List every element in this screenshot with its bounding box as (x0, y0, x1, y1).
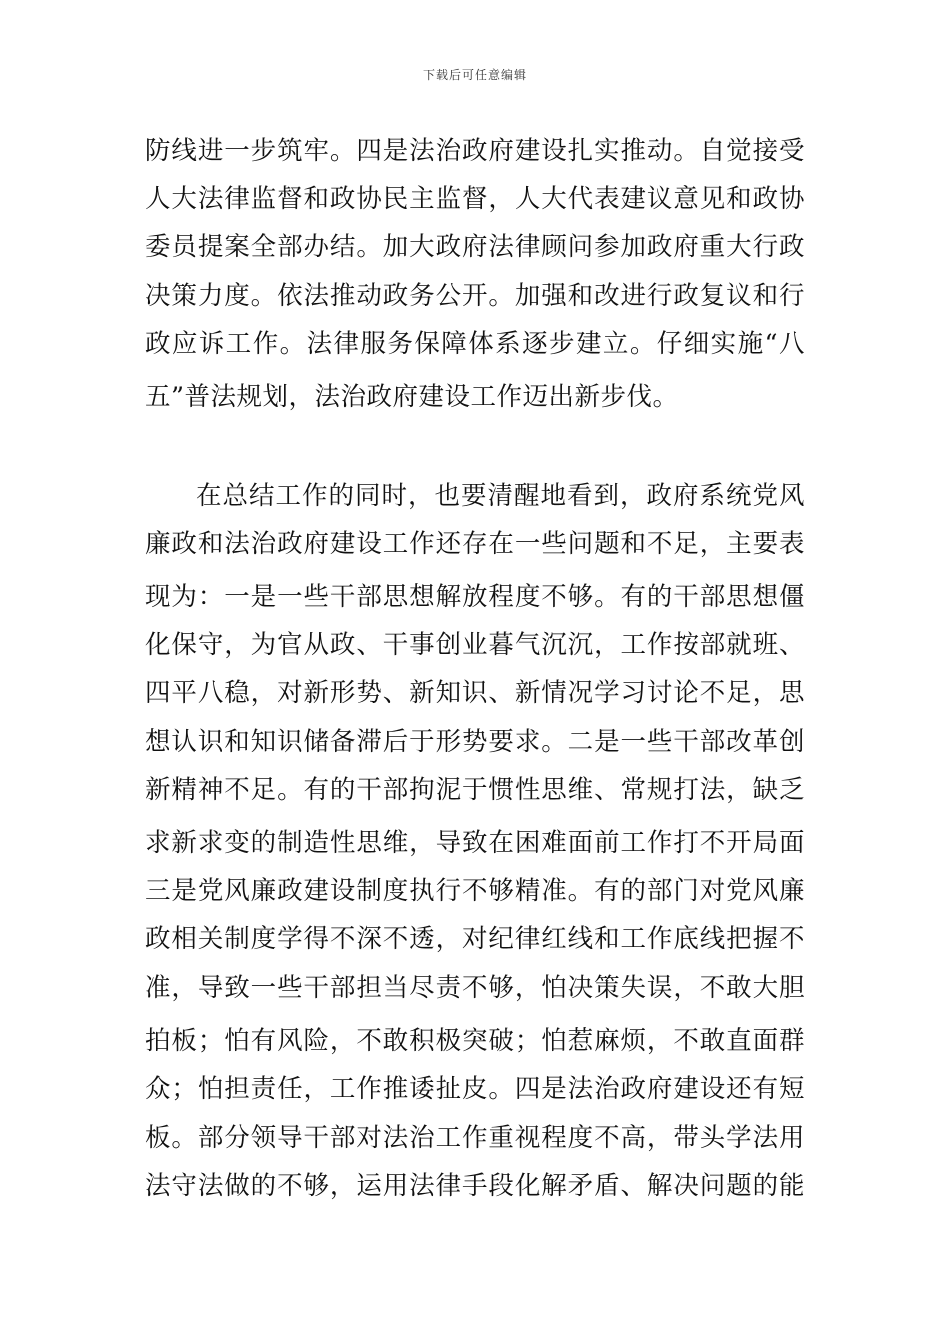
paragraph-line: 在总结工作的同时，也要清醒地看到，政府系统党风 (196, 481, 805, 511)
paragraph-line: 政相关制度学得不深不透，对纪律红线和工作底线把握不 (145, 924, 805, 954)
paragraph-line: 想认识和知识储备滞后于形势要求。二是一些干部改革创 (145, 727, 805, 757)
paragraph-line: 求新求变的制造性思维，导致在困难面前工作打不开局面 (145, 828, 805, 858)
page-header: 下载后可任意编辑 (422, 68, 527, 82)
paragraph-line: 人大法律监督和政协民主监督，人大代表建议意见和政协 (145, 184, 805, 214)
paragraph-line: 决策力度。依法推动政务公开。加强和改进行政复议和行 (145, 281, 805, 311)
paragraph-line: 防线进一步筑牢。四是法治政府建设扎实推动。自觉接受 (145, 136, 805, 166)
paragraph-line: 板。部分领导干部对法治工作重视程度不高，带头学法用 (145, 1123, 805, 1153)
paragraph-line: 法守法做的不够，运用法律手段化解矛盾、解决问题的能 (145, 1171, 805, 1201)
paragraph-line: 四平八稳，对新形势、新知识、新情况学习讨论不足，思 (145, 678, 805, 708)
paragraph-line: 化保守，为官从政、干事创业暮气沉沉，工作按部就班、 (145, 630, 805, 660)
paragraph-line: 众；怕担责任，工作推诿扯皮。四是法治政府建设还有短 (145, 1074, 805, 1104)
paragraph-line: 五”普法规划，法治政府建设工作迈出新步伐。 (145, 382, 679, 412)
paragraph-line: 拍板；怕有风险，不敢积极突破；怕惹麻烦，不敢直面群 (145, 1026, 805, 1056)
paragraph-line: 廉政和法治政府建设工作还存在一些问题和不足，主要表 (145, 529, 805, 559)
paragraph-line: 新精神不足。有的干部拘泥于惯性思维、常规打法，缺乏 (145, 775, 805, 805)
paragraph-line: 现为：一是一些干部思想解放程度不够。有的干部思想僵 (145, 582, 805, 612)
paragraph-line: 委员提案全部办结。加大政府法律顾问参加政府重大行政 (145, 232, 805, 262)
paragraph-line: 准，导致一些干部担当尽责不够，怕决策失误，不敢大胆 (145, 973, 805, 1003)
paragraph-line: 三是党风廉政建设制度执行不够精准。有的部门对党风廉 (145, 876, 805, 906)
paragraph-line: 政应诉工作。法律服务保障体系逐步建立。仔细实施“八 (145, 329, 805, 359)
